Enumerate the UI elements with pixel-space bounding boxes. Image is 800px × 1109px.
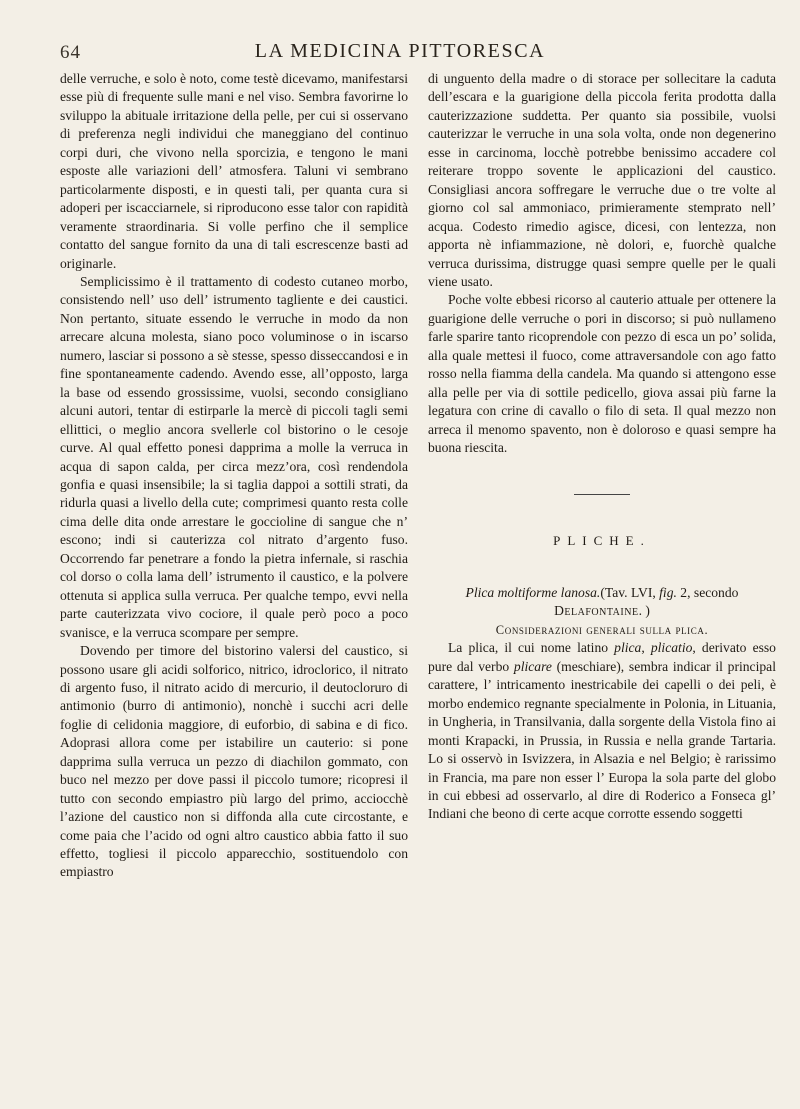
latin-term: plicare <box>513 658 552 674</box>
left-column <box>60 70 408 882</box>
caption-ref: (Tav. LVI, <box>600 584 660 600</box>
caption-fig: fig. <box>659 584 677 600</box>
paragraph: delle verruche, e solo è noto, come testè dicevamo, manifestarsi esse più di frequente sulle mani e nel viso. Sembra favorirne lo sviluppo la abituale irritazione della pelle, per cui si osservano di preferenza negli individui che maneggiano del continuo corpi duri, che vivono nella sporcizia, e tengono le mani esposte alle variazioni dell’ atmosfera. Taluni vi sembrano particolarmente disposti, e in questi tali, per quanta cura si adoperi per iscacciarnele, si riproducono esse talor con rapidità veramente straordinaria. Si volle perfino che il semplice contatto del sangue fornito da una di tali escrescenze basti ad originarle. <box>60 71 408 271</box>
page-number: 64 <box>60 42 81 63</box>
paragraph: di unguento della madre o di storace per sollecitare la caduta dell’escara e la guarigione della piccola ferita prodotta dalla cauterizzazione suddetta. Per quanto sia possibile, vuolsi cauterizzar le verruche in una sola volta, onde non degenerino esse in carcinoma, locchè potrebbe benissimo accadere col reiterare troppo sovente le applicazioni del caustico. Consigliasi ancora soffregare le verruche due o tre volte al giorno col sal ammoniaco, primieramente stemprato nell’ acqua. Codesto rimedio agisce, dicesi, con lentezza, non apporta nè infiammazione, nè dolori, e, fuorchè qualche verruca durissima, distrugge quasi sempre quelle per le quali viene usato. <box>428 71 776 289</box>
latin-term: plicatio <box>650 640 693 656</box>
paragraph: Poche volte ebbesi ricorso al cauterio attuale per ottenere la guarigione delle verruche o pori in discorso; si può nullameno farle sparire tanto ricoprendole con pezzo di esca un po’ solida, alla quale mettesi il fuoco, come attraversandole con ago fatto rosso nella fiamma della candela. Ma quando si attengono esse alla pelle per via di sottile pedicello, giova assai più farne la legatura con crine di cavallo o filo di seta. Il qual mezzo non arreca il menomo spavento, non è doloroso e quasi sempre ha buona riescita. <box>428 292 776 456</box>
caption-author: Delafontaine <box>554 603 639 619</box>
figure-caption <box>428 584 776 621</box>
section-heading: PLICHE. <box>553 532 651 548</box>
section-divider <box>574 494 630 495</box>
text-run: La plica, il cui nome latino <box>448 640 615 656</box>
running-title: LA MEDICINA PITTORESCA <box>254 40 546 62</box>
paragraph: Semplicissimo è il trattamento di codesto cutaneo morbo, consistendo nell’ uso dell’ istrumento tagliente e dei caustici. Non pertanto, situate essendo le verruche in modo da non arrecare alcuna molesta, siano poco voluminose o in iscarso numero, lasciar si possono a sè stesse, spesso disseccandosi e in fine spontaneamente cadendo. Avendo esse, all’opposto, larga la base od essendo grossissime, vuolsi, secondo consigliano alcuni autori, tentar di estirparle la mercè di piccoli tagli semi ellittici, o meglio ancora svellerle col bistorino o le cesoje curve. Al qual effetto ponesi dapprima a molle la verruca in acqua di sapon calda, per circa mezz’ora, così rendendola gonfia e quasi insensibile; la si taglia dappoi a sottili strati, da ridurla quasi a livello della cute; comprimesi quanto resta colle cima delle dita onde arrestare le goccioline di sangue che n’ escono; indi si cauterizza col nitrato d’argento fuso. Occorrendo far penetrare a fondo la pietra infernale, si raschia col dorso o colla lama dell’ istrumento il caustico, e la polvere ottenuta si applica sulla verruca. Per qualche tempo, evvi nella parte cauterizzata vivo cociore, il quale però poco a poco svanisce, e la verruca scompare per sempre. <box>60 273 408 640</box>
paragraph <box>428 639 776 824</box>
page-header <box>0 36 800 66</box>
caption-title: Plica moltiforme lanosa. <box>465 584 601 600</box>
text-run: (meschiare), sembra indicar il principal carattere, l’ intricamento inestricabile dei capelli o dei peli, è morbo endemico regnante specialmente in Polonia, in Lituania, in Ungheria, in Transilvania, dalla sorgente della Vistola fino ai monti Krapacki, in Prussia, in Russia e nella grande Tartaria. Lo si osservò in Isvizzera, in Alsazia e nel Belgio; è rarissimo in Francia, ma pare non esser l’ Europa la sola parte del globo in cui ebbesi ad osservarlo, al dire di Roderico a Fonseca gl’ Indiani che beono di certe acque corrotte essendo soggetti <box>428 658 776 822</box>
paragraph: Dovendo per timore del bistorino valersi del caustico, si possono usare gli acidi solforico, nitrico, idroclorico, il nitrato di argento fuso, il nitrato acido di mercurio, il deutocloruro di antimonio (burro di antimonio), nonchè i succhi acri delle foglie di celidonia maggiore, di euforbio, di sabina e di fico. Adoprasi allora come per istabilire un cauterio: si pone dapprima sulla verruca un pezzo di diachilon gommato, con buco nel mezzo per dove passi il piccolo tumore; ricopresi il tutto con secondo empiastro più largo del primo, acciocchè l’azione del caustico non si diffonda alla cute circostante, e come paia che l’acido od ogni altro caustico abbia fatto il suo effetto, togliesi il piccolo apparecchio, sostituendolo con empiastro <box>60 643 408 880</box>
text-run: , <box>641 640 651 656</box>
subheading: Considerazioni generali sulla plica. <box>495 622 709 637</box>
latin-term: plica <box>614 640 642 656</box>
caption-rest: 2, secondo <box>676 584 739 600</box>
text-run: , derivato esso pure dal verbo <box>428 640 776 674</box>
caption-close: . ) <box>638 603 650 619</box>
right-column <box>428 70 776 824</box>
